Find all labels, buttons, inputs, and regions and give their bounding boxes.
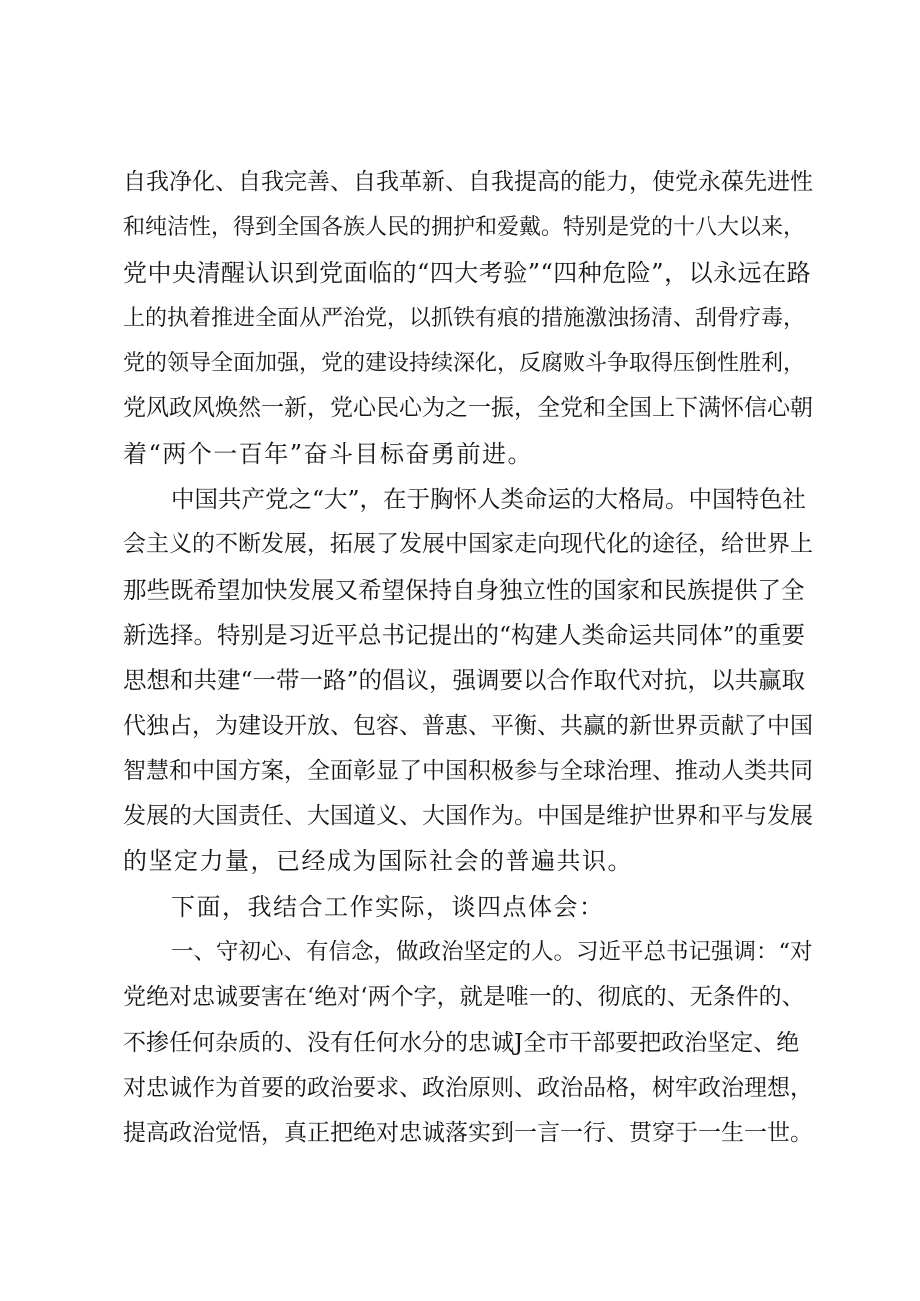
text-line: 会主义的不断发展，拓展了发展中国家走向现代化的途径，给世界上: [123, 531, 813, 558]
text-line: 党风政风焕然一新，党心民心为之一振，全党和全国上下满怀信心朝: [123, 395, 813, 422]
text-line: 党中央清醒认识到党面临的“四大考验”“四种危险”，以永远在路: [123, 258, 812, 287]
text-line: 着“两个一百年”奋斗目标奋勇前进。: [123, 439, 534, 468]
section-heading-line: 一、守初心、有信念，做政治坚定的人。习近平总书记强调：“对: [171, 939, 813, 966]
text-line: 提高政治觉悟，真正把绝对忠诚落实到一言一行、贯穿于一生一世。: [123, 1120, 813, 1147]
text-line: 自我净化、自我完善、自我革新、自我提高的能力，使党永葆先进性: [123, 169, 813, 195]
text-line: 上的执着推进全面从严治党，以抓铁有痕的措施激浊扬清、刮骨疗毒，: [123, 305, 806, 331]
text-line: 和纯洁性，得到全国各族人民的拥护和爱戴。特别是党的十八大以来，: [123, 215, 806, 241]
paragraph-first-line: 下面，我结合工作实际，谈四点体会：: [171, 892, 605, 921]
text-line: 思想和共建“一带一路”的倡议，强调要以合作取代对抗，以共赢取: [123, 666, 806, 695]
text-line: 新选择。特别是习近平总书记提出的“构建人类命运共同体”的重要: [123, 620, 806, 649]
text-line: 的坚定力量，已经成为国际社会的普遍共识。: [123, 847, 633, 876]
text-line: 对忠诚作为首要的政治要求、政治原则、政治品格，树牢政治理想，: [123, 1074, 813, 1101]
text-line: 不掺任何杂质的、没有任何水分的忠诚J全市干部要把政治坚定、绝: [123, 1029, 800, 1056]
text-line: 那些既希望加快发展又希望保持自身独立性的国家和民族提供了全: [123, 575, 805, 604]
text-line: 发展的大国责任、大国道义、大国作为。中国是维护世界和平与发展: [123, 803, 813, 830]
text-line: 代独占，为建设开放、包容、普惠、平衡、共赢的新世界贡献了中国: [123, 712, 813, 739]
document-body-text: [123, 160, 813, 1157]
paragraph-first-line: 中国共产党之“大”，在于胸怀人类命运的大格局。中国特色社: [171, 485, 807, 514]
text-line: 党的领导全面加强，党的建设持续深化，反腐败斗争取得压倒性胜利，: [123, 351, 806, 377]
text-line: 党绝对忠诚要害在‘绝对‘两个字，就是唯一的、彻底的、无条件的、: [123, 984, 805, 1011]
text-line: 智慧和中国方案，全面彰显了中国积极参与全球治理、推动人类共同: [123, 757, 813, 784]
